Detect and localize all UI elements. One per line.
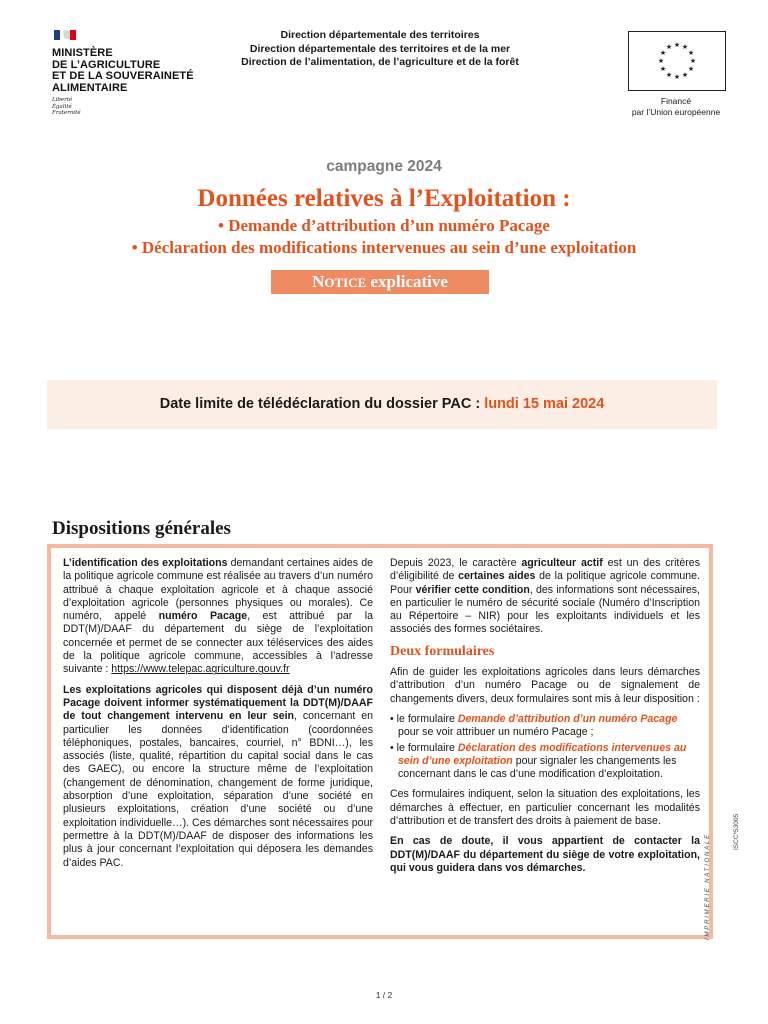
subtitle-pacage: • Demande d’attribution d’un numéro Pacage — [218, 216, 550, 235]
paragraph-obligations: Les exploitations agricoles qui disposent déjà d’un numéro Pacage doivent informer systématiquement la DDT(M)/DAAF de tout changement intervenu en leur sein, concernant en particulier les données d’identification (coordonnées téléphoniques, postales, bancaires, courriel, n° BDNI…), les associés (liste, qualité, répartition du capital social dans le cas des GAEC), ou encore la structure même de l’exploitation (changement de dénomination, changement de forme juridique, absorption d’une exploitation, séparation d’une société en plusieurs exploitations, création d’une société ou d’une exploitation individuelle…). Ces démarches sont nécessaires pour permettre à la DDT(M)/DAAF de disposer des informations les plus à jour concernant l’exploitation qui déposera les demandes d’aides PAC. — [63, 683, 373, 869]
paragraph-identification: L’identification des exploitations demandant certaines aides de la politique agricole commune est réalisée au travers d’un numéro attribué à chaque exploitation agricole et à chaque associé d’exploitation agricole (personnes physiques ou morales). Ce numéro, appelé numéro Pacage, est attribué par la DDT(M)/DAAF du département du siège de l’exploitation concernée et permet de se connecter aux téléservices des aides de la politique agricole commune, accessibles à l’adresse suivante : https://www.telepac.agriculture.gouv.fr — [63, 557, 373, 676]
notice-badge: NOTICE explicative — [271, 270, 489, 294]
svg-text:★: ★ — [681, 43, 689, 51]
eu-flag-icon — [628, 31, 726, 91]
campaign-year: campagne 2024 — [326, 158, 442, 175]
paragraph-active-farmer: Depuis 2023, le caractère agriculteur actif est un des critères d’éligibilité de certaines aides de la politique agricole commune. Pour vérifier cette condition, des informations sont nécessaires, en particulier le numéro de sécurité sociale (Numéro d’Inscription au Répertoire – NIR) pour les exploitants individuels et les associés des formes sociétaires. — [390, 557, 700, 636]
svg-text:★: ★ — [681, 71, 689, 79]
svg-text:★: ★ — [687, 65, 695, 73]
marianne-icon — [54, 29, 76, 41]
paragraph-forms-content: Ces formulaires indiquent, selon la situation des exploitations, les démarches à effectuer, en particulier concernant les modalités d’attribution et de transfert des droits à paiement de base. — [390, 788, 700, 828]
svg-text:★: ★ — [665, 71, 673, 79]
left-column — [63, 557, 373, 877]
list-item: • le formulaire Déclaration des modifications intervenues au sein d’une exploitation pour signaler les changements les concernant dans le cas d’une modification d’exploitation. — [390, 741, 687, 781]
deadline-label: Date limite de télédéclaration du dossier PAC : — [159, 396, 481, 412]
svg-text:★: ★ — [687, 49, 695, 57]
list-item: • le formulaire Demande d’attribution d’un numéro Pacage pour se voir attribuer un numéro Pacage ; — [390, 712, 678, 739]
directions-header: Direction départementale des territoires Direction départementale des territoires et de la mer Direction de l’alimentation, de l’agriculture et de la forêt — [241, 29, 519, 68]
svg-text:★: ★ — [659, 49, 667, 57]
svg-text:★: ★ — [665, 43, 673, 51]
svg-text:★: ★ — [673, 73, 681, 81]
form-reference: ISCC*53005 — [733, 813, 740, 850]
deadline-banner — [47, 380, 717, 429]
section-title: Dispositions générales — [52, 518, 231, 539]
deadline-date: lundi 15 mai 2024 — [484, 396, 605, 412]
subtitle-modifications: • Déclaration des modifications intervenues au sein d’une exploitation — [131, 238, 637, 257]
subsection-title: Deux formulaires — [390, 643, 495, 659]
ministry-name: MINISTÈRE DE L’AGRICULTURE ET DE LA SOUVERAINETÉ ALIMENTAIRE — [52, 47, 194, 94]
forms-list — [390, 713, 700, 781]
svg-text:★: ★ — [689, 57, 697, 65]
svg-text:★: ★ — [673, 41, 681, 49]
telepac-link[interactable]: https://www.telepac.agriculture.gouv.fr — [111, 663, 290, 676]
page-number: 1 / 2 — [375, 990, 393, 1000]
paragraph-forms-intro: Afin de guider les exploitations agricoles dans leurs démarches d’attribution d’un numéro Pacage ou de signalement de changements divers, deux formulaires sont mis à leur disposition : — [390, 666, 700, 705]
eu-funding-caption: Financé par l’Union européenne — [631, 96, 721, 117]
printer-mark: IMPRIMERIE NATIONALE — [705, 833, 711, 940]
paragraph-contact: En cas de doute, il vous appartient de contacter la DDT(M)/DAAF du département du siège de votre exploitation, qui vous guidera dans vos démarches. — [390, 835, 700, 874]
right-column — [390, 557, 700, 882]
republic-motto: Liberté Égalité Fraternité — [52, 97, 81, 116]
page-title: Données relatives à l’Exploitation : — [197, 185, 571, 212]
svg-text:★: ★ — [659, 65, 667, 73]
svg-text:★: ★ — [657, 57, 665, 65]
ministry-logo — [52, 28, 222, 117]
